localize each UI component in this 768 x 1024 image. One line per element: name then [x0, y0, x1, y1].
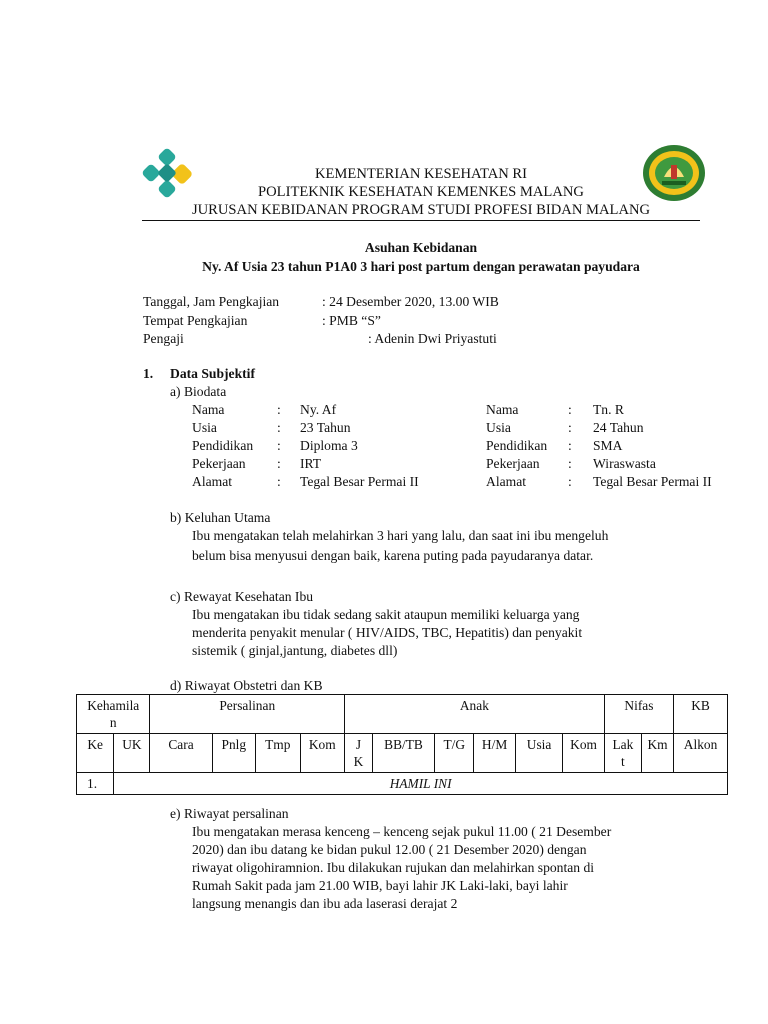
biodata-colon: :	[568, 438, 572, 453]
keluhan-label: b) Keluhan Utama	[170, 510, 271, 525]
sub-lakt	[604, 734, 641, 773]
rp-line: 2020) dan ibu datang ke bidan pukul 12.00 ( 21 Desember 2020) dengan	[192, 842, 587, 857]
biodata-left-value: Tegal Besar Permai II	[300, 474, 419, 489]
sub-pnlg: Pnlg	[212, 734, 255, 773]
biodata-left-key: Alamat	[192, 474, 233, 489]
biodata-right-value: Tn. R	[593, 402, 624, 417]
biodata-colon: :	[277, 456, 281, 471]
row-number: 1.	[77, 773, 114, 795]
biodata-left-key: Usia	[192, 420, 217, 435]
col-kb: KB	[674, 695, 728, 734]
biodata-colon: :	[568, 402, 572, 417]
col-persalinan: Persalinan	[150, 695, 345, 734]
sub-km: Km	[642, 734, 674, 773]
col-kehamilan	[77, 695, 150, 734]
section-number: 1.	[143, 366, 154, 381]
sub-ke: Ke	[77, 734, 114, 773]
biodata-left-value: 23 Tahun	[300, 420, 351, 435]
col-nifas: Nifas	[604, 695, 673, 734]
sub-jk	[345, 734, 373, 773]
col-anak: Anak	[345, 695, 605, 734]
header-line-2: POLITEKNIK KESEHATAN KEMENKES MALANG	[258, 184, 584, 200]
doc-title: Asuhan Kebidanan	[364, 240, 478, 255]
tanggal-value: : 24 Desember 2020, 13.00 WIB	[322, 294, 499, 309]
biodata-colon: :	[277, 420, 281, 435]
pengaji-label: Pengaji	[143, 331, 184, 346]
sub-jk-l1: J	[355, 737, 362, 752]
biodata-right-key: Pendidikan	[486, 438, 548, 453]
table-row	[77, 773, 728, 795]
biodata-right-value: Wiraswasta	[593, 456, 656, 471]
rk-line: sistemik ( ginjal,jantung, diabetes dll)	[192, 643, 398, 658]
biodata-left-key: Pekerjaan	[192, 456, 246, 471]
table-subheader-row	[77, 734, 728, 773]
biodata-right-key: Nama	[486, 402, 519, 417]
obstetric-table	[76, 694, 728, 795]
biodata-colon: :	[277, 402, 281, 417]
rp-line: Ibu mengatakan merasa kenceng – kenceng sejak pukul 11.00 ( 21 Desember	[192, 824, 612, 839]
tanggal-label: Tanggal, Jam Pengkajian	[143, 294, 280, 309]
biodata-right-key: Usia	[486, 420, 511, 435]
sub-usia: Usia	[515, 734, 563, 773]
table-header-row	[77, 695, 728, 734]
tempat-value: : PMB “S”	[322, 313, 381, 328]
ro-label: d) Riwayat Obstetri dan KB	[170, 678, 323, 693]
biodata-left-key: Pendidikan	[192, 438, 254, 453]
biodata-label: a) Biodata	[170, 384, 227, 399]
section-title: Data Subjektif	[170, 366, 255, 381]
rp-line: Rumah Sakit pada jam 21.00 WIB, bayi lahir JK Laki-laki, bayi lahir	[192, 878, 568, 893]
sub-jk-l2: K	[353, 754, 364, 769]
biodata-left-value: Diploma 3	[300, 438, 358, 453]
sub-tg: T/G	[435, 734, 474, 773]
biodata-left-key: Nama	[192, 402, 225, 417]
sub-cara: Cara	[150, 734, 212, 773]
biodata-colon: :	[277, 474, 281, 489]
col-kehamilan-l1: Kehamila	[87, 698, 140, 713]
col-kehamilan-l2: n	[109, 715, 117, 730]
biodata-left-value: Ny. Af	[300, 402, 337, 417]
biodata-right-value: 24 Tahun	[593, 420, 644, 435]
rk-label: c) Rewayat Kesehatan Ibu	[170, 589, 314, 604]
sub-uk: UK	[114, 734, 150, 773]
keluhan-line: Ibu mengatakan telah melahirkan 3 hari yang lalu, dan saat ini ibu mengeluh	[192, 528, 609, 543]
biodata-colon: :	[568, 474, 572, 489]
rk-line: Ibu mengatakan ibu tidak sedang sakit ataupun memiliki keluarga yang	[192, 607, 580, 622]
header-line-3: JURUSAN KEBIDANAN PROGRAM STUDI PROFESI BIDAN MALANG	[191, 202, 651, 218]
biodata-left-value: IRT	[300, 456, 322, 471]
biodata-colon: :	[277, 438, 281, 453]
row-hamil-ini: HAMIL INI	[114, 773, 728, 795]
header-divider	[142, 220, 700, 221]
biodata-colon: :	[568, 456, 572, 471]
rp-label: e) Riwayat persalinan	[170, 806, 289, 821]
doc-subtitle: Ny. Af Usia 23 tahun P1A0 3 hari post partum dengan perawatan payudara	[202, 259, 640, 274]
rp-line: riwayat oligohiramnion. Ibu dilakukan rujukan dan melahirkan spontan di	[192, 860, 595, 875]
sub-bbtb: BB/TB	[372, 734, 434, 773]
rk-line: menderita penyakit menular ( HIV/AIDS, TBC, Hepatitis) dan penyakit	[192, 625, 583, 640]
tempat-label: Tempat Pengkajian	[143, 313, 248, 328]
header-line-1: KEMENTERIAN KESEHATAN RI	[314, 166, 528, 182]
sub-kom2: Kom	[563, 734, 604, 773]
keluhan-line: belum bisa menyusui dengan baik, karena puting pada payudaranya datar.	[192, 548, 594, 563]
pengaji-value: : Adenin Dwi Priyastuti	[368, 331, 497, 346]
biodata-right-key: Pekerjaan	[486, 456, 540, 471]
biodata-colon: :	[568, 420, 572, 435]
biodata-right-value: Tegal Besar Permai II	[593, 474, 712, 489]
sub-lakt-l2: t	[621, 754, 625, 769]
sub-hm: H/M	[474, 734, 515, 773]
biodata-right-value: SMA	[593, 438, 623, 453]
sub-tmp: Tmp	[256, 734, 301, 773]
sub-lakt-l1: Lak	[612, 737, 634, 752]
sub-kom: Kom	[300, 734, 345, 773]
rp-line: langsung menangis dan ibu ada laserasi derajat 2	[192, 896, 458, 911]
biodata-right-key: Alamat	[486, 474, 527, 489]
sub-alkon: Alkon	[674, 734, 728, 773]
